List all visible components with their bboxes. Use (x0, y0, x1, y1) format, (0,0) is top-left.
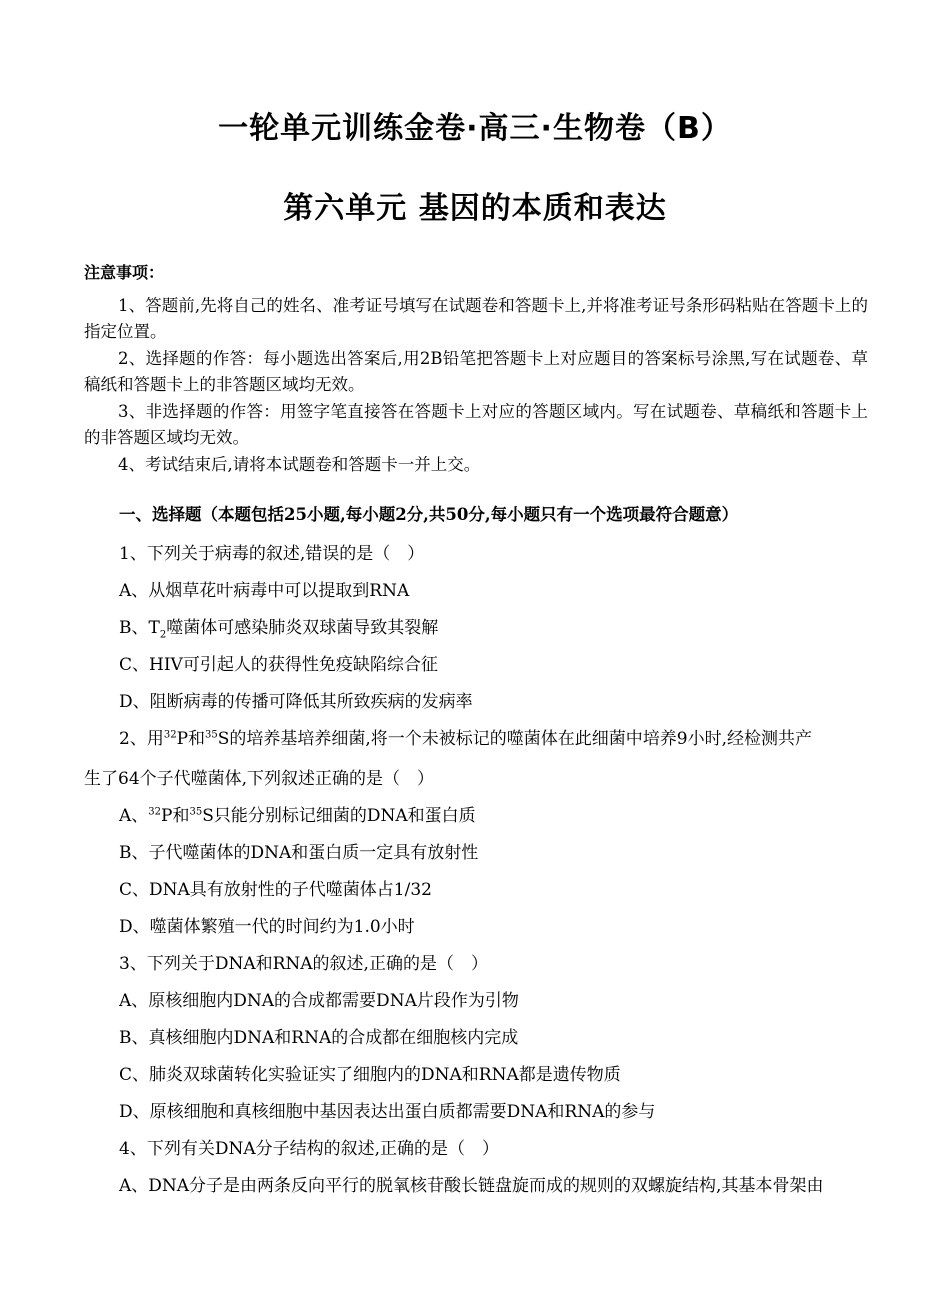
option-b (119, 613, 439, 641)
stem-text: 2、用 (119, 729, 164, 749)
option-d: D、原核细胞和真核细胞中基因表达出蛋白质都需要DNA和RNA的参与 (119, 1102, 656, 1122)
question-stem: 1、下列关于病毒的叙述,错误的是（ ） (119, 544, 425, 564)
option-text: A、 (119, 806, 149, 826)
option-d: D、阻断病毒的传播可降低其所致疾病的发病率 (119, 692, 473, 712)
option-text: B、T (119, 618, 160, 638)
option-a (119, 801, 476, 826)
notice-item: 2、选择题的作答：每小题选出答案后,用2B铅笔把答题卡上对应题目的答案标号涂黑,写在试题卷、草稿纸和答题卡上的非答题区域均无效。 (84, 349, 868, 394)
superscript: 32 (148, 806, 162, 818)
option-b: B、子代噬菌体的DNA和蛋白质一定具有放射性 (119, 843, 479, 863)
option-c: C、DNA具有放射性的子代噬菌体占1/32 (119, 880, 432, 900)
option-a: A、DNA分子是由两条反向平行的脱氧核苷酸长链盘旋而成的规则的双螺旋结构,其基本骨架由 (119, 1176, 824, 1196)
question-stem: 4、下列有关DNA分子结构的叙述,正确的是（ ） (119, 1139, 500, 1159)
question-stem-continued: 生了64个子代噬菌体,下列叙述正确的是（ ） (84, 769, 435, 789)
option-text: 噬菌体可感染肺炎双球菌导致其裂解 (166, 618, 439, 638)
superscript: 32 (163, 729, 177, 741)
option-c: C、HIV可引起人的获得性免疫缺陷综合征 (119, 655, 438, 675)
notice-item: 1、答题前,先将自己的姓名、准考证号填写在试题卷和答题卡上,并将准考证号条形码粘贴在答题卡上的指定位置。 (84, 296, 868, 341)
option-text: P和 (161, 806, 190, 826)
stem-text: S的培养基培养细菌,将一个未被标记的噬菌体在此细菌中培养9小时,经检测共产 (217, 729, 813, 749)
exam-title: 一轮单元训练金卷·高三·生物卷（B） (218, 111, 732, 146)
option-a: A、原核细胞内DNA的合成都需要DNA片段作为引物 (119, 991, 519, 1011)
option-c: C、肺炎双球菌转化实验证实了细胞内的DNA和RNA都是遗传物质 (119, 1065, 621, 1085)
option-a: A、从烟草花叶病毒中可以提取到RNA (119, 581, 410, 601)
section-heading: 一、选择题（本题包括25小题,每小题2分,共50分,每小题只有一个选项最符合题意） (119, 505, 739, 524)
superscript: 35 (189, 806, 203, 818)
question-stem: 3、下列关于DNA和RNA的叙述,正确的是（ ） (119, 954, 488, 974)
superscript: 35 (205, 729, 218, 741)
option-b: B、真核细胞内DNA和RNA的合成都在细胞核内完成 (119, 1028, 519, 1048)
unit-title: 第六单元 基因的本质和表达 (283, 191, 667, 226)
question-stem (119, 724, 812, 749)
stem-text: P和 (176, 729, 206, 749)
notice-item: 4、考试结束后,请将本试题卷和答题卡一并上交。 (118, 455, 481, 474)
notice-heading: 注意事项： (84, 263, 165, 282)
option-text: S只能分别标记细菌的DNA和蛋白质 (202, 806, 476, 826)
option-d: D、噬菌体繁殖一代的时间约为1.0小时 (119, 917, 415, 937)
notice-item: 3、非选择题的作答：用签字笔直接答在答题卡上对应的答题区域内。写在试题卷、草稿纸和答题卡上的非答题区域均无效。 (84, 402, 868, 447)
subscript: 2 (159, 629, 167, 641)
